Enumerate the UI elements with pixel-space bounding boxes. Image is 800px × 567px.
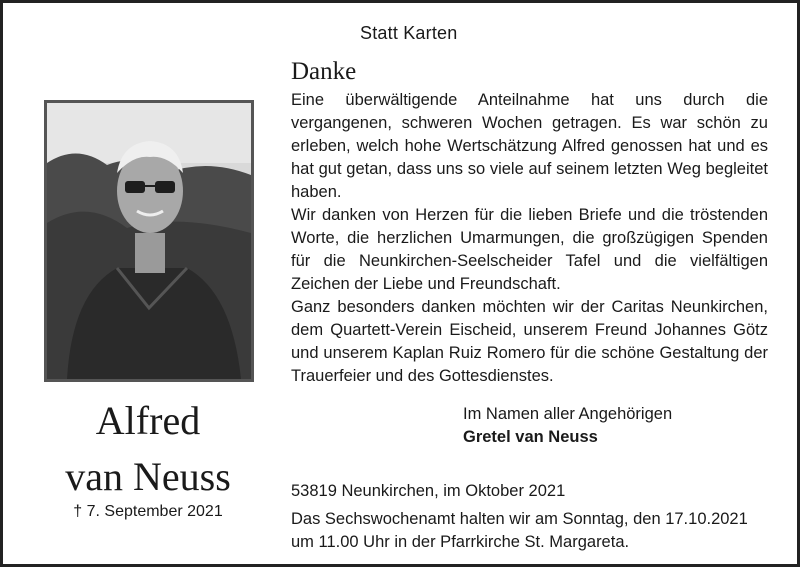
death-date: † 7. September 2021: [73, 503, 223, 520]
notice-paragraph: Wir danken von Herzen für die lieben Briefe und die tröstenden Worte, die herzlichen Umarmungen, die großzügigen Spenden für die Neunkirchen-Seelscheider Tafel und die vielfältigen Zeichen der Liebe und Freundschaft.: [291, 206, 768, 293]
notice-body: [291, 89, 768, 388]
notice-paragraph: Eine überwältigende Anteilnahme hat uns durch die vergangenen, schweren Wochen getragen. Es war schön zu erleben, welch hohe Wertschätzung Alfred genossen hat und es hat gut getan, dass uns so viele auf seinem letzten Weg begleitet haben.: [291, 91, 768, 201]
signoff-line: Im Namen aller Angehörigen: [463, 405, 673, 423]
deceased-last-name: van Neuss: [65, 454, 231, 499]
deceased-first-name: Alfred: [95, 398, 201, 443]
service-note-line: um 11.00 Uhr in der Pfarrkirche St. Margareta.: [291, 533, 630, 551]
place-date: 53819 Neunkirchen, im Oktober 2021: [291, 482, 566, 500]
notice-paragraph: Ganz besonders danken möchten wir der Caritas Neunkirchen, dem Quartett-Verein Eischeid, unserem Freund Johannes Götz und unserem Kaplan Ruiz Romero für die schöne Gestaltung der Trauerfeier und des Gottesdienstes.: [291, 298, 768, 385]
header-text: Statt Karten: [360, 23, 458, 43]
notice-title: Danke: [291, 58, 357, 85]
portrait-illustration: [47, 103, 251, 379]
service-note-line: Das Sechswochenamt halten wir am Sonntag, den 17.10.2021: [291, 510, 748, 528]
service-note: [291, 508, 771, 554]
signoff-name: Gretel van Neuss: [463, 428, 598, 446]
signoff: [463, 403, 672, 449]
portrait-photo: [44, 100, 254, 382]
